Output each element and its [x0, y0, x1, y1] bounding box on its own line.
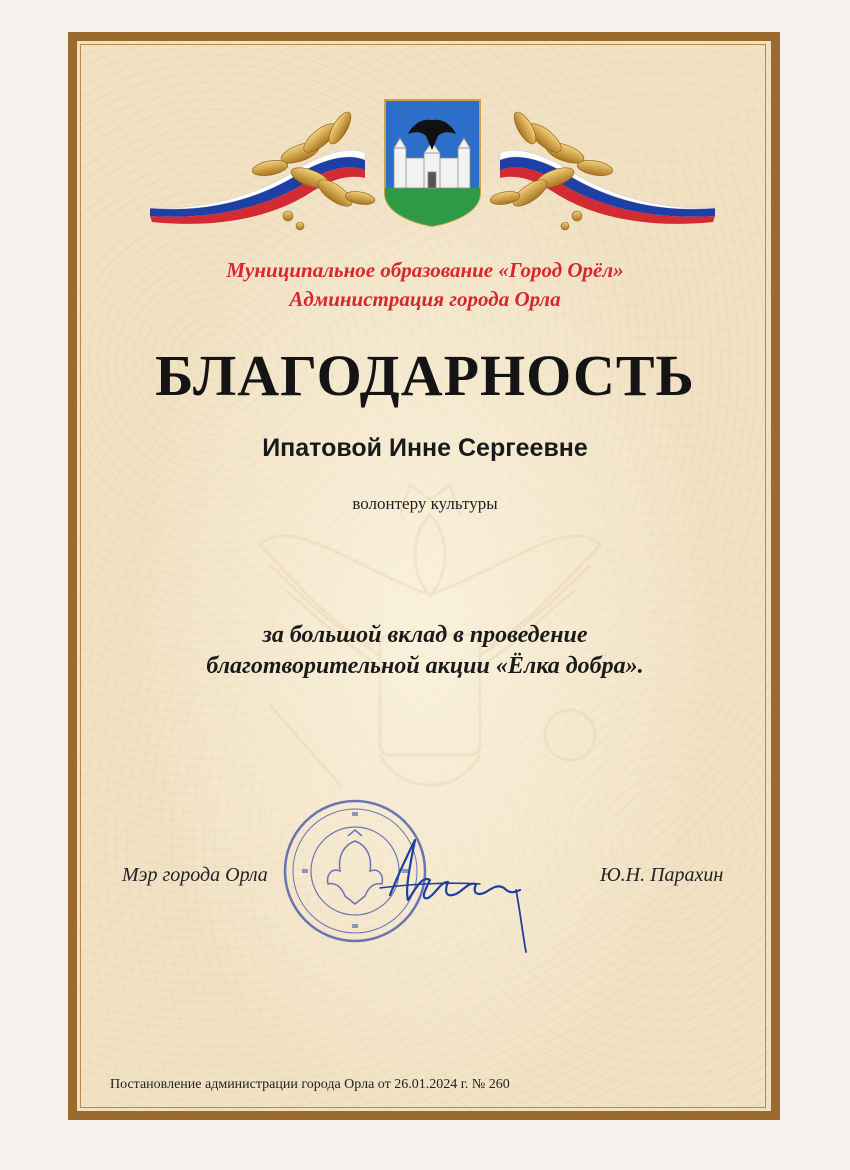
city-coat-of-arms-emblem [150, 98, 715, 248]
municipality-name: Муниципальное образование «Город Орёл» [226, 258, 624, 282]
certificate-title: БЛАГОДАРНОСТЬ [155, 343, 695, 408]
reason-line-1: за большой вклад в проведение [262, 622, 588, 648]
signatory-position: Мэр города Орла [122, 864, 268, 886]
recipient-name: Ипатовой Инне Сергеевне [262, 434, 588, 462]
recipient-role: волонтеру культуры [352, 494, 498, 513]
signatory-name: Ю.Н. Парахин [600, 864, 724, 886]
administration-name: Администрация города Орла [289, 287, 561, 311]
decree-reference: Постановление администрации города Орла от 26.01.2024 г. № 260 [110, 1077, 510, 1092]
reason-line-2: благотворительной акции «Ёлка добра». [206, 653, 644, 679]
handwritten-signature [370, 820, 540, 960]
